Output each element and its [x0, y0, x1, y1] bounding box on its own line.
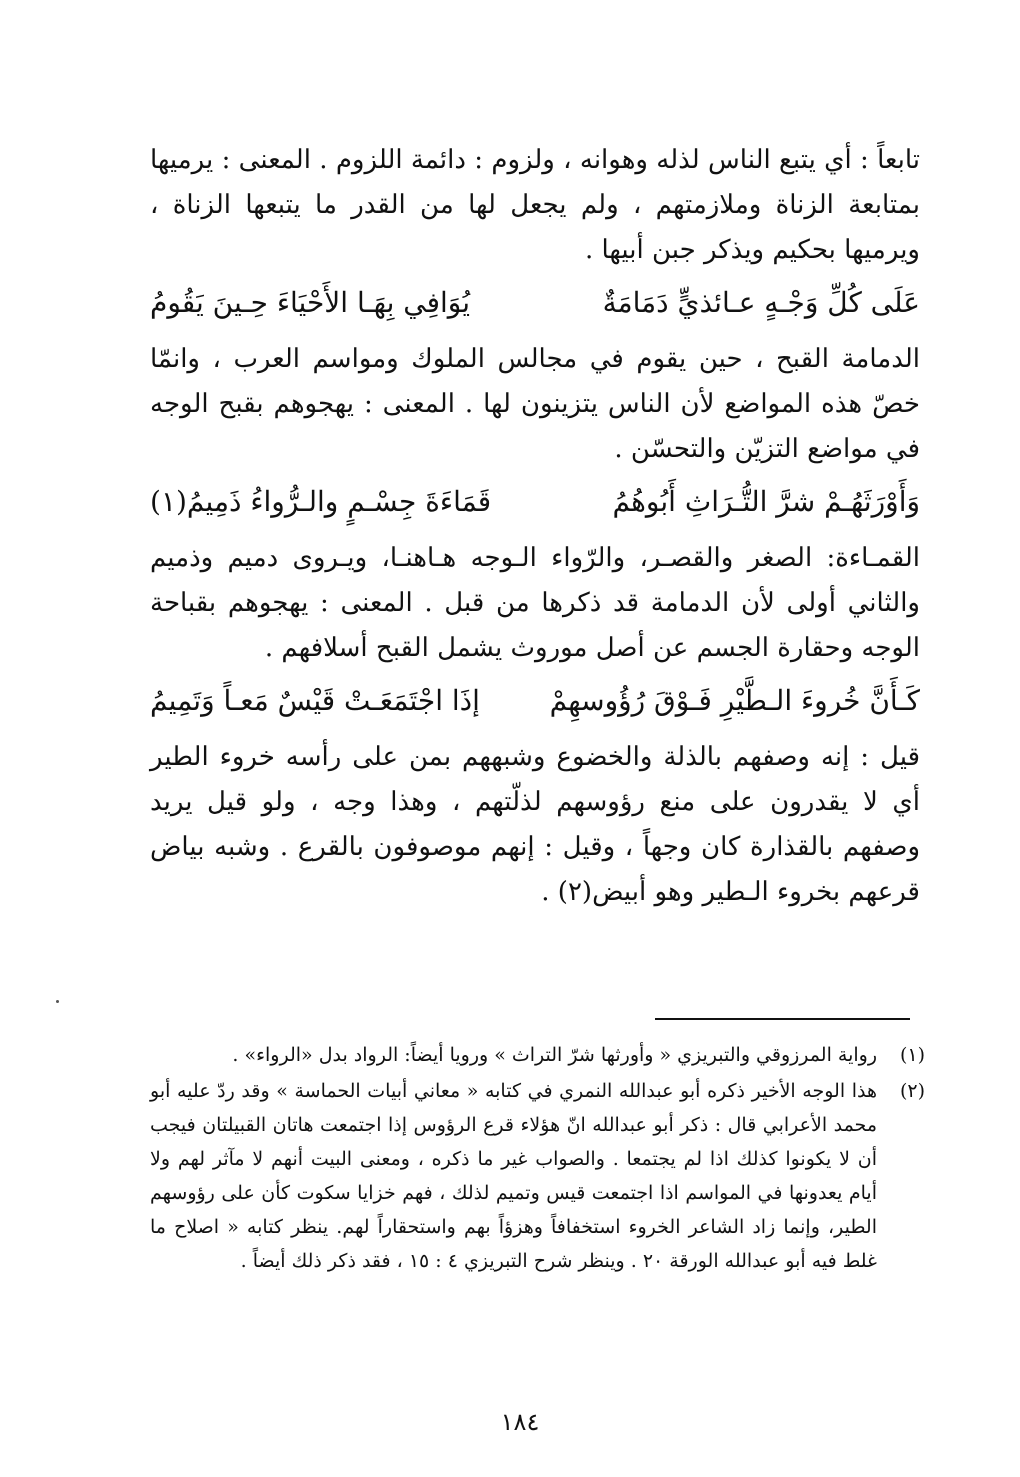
- footnote-2-text: هذا الوجه الأخير ذكره أبو عبدالله النمري في كتابه « معاني أبيات الحماسة » وقد ردّ عليه أبو محمد الأعرابي قال : ذكر أبو عبدالله انّ هؤلاء قرع الرؤوس إذا اجتمعت هاتان القبيلتان فيجب أن لا يكونوا كذلك اذا لم يجتمعا . والصواب غير ما ذكره ، ومعنى البيت أنهم لا مآثر لهم ولا أيام يعدونها في المواسم اذا اجتمعت قيس وتميم لذلك ، فهم خزايا سكوت كأن على رؤوسهم الطير، وإنما زاد الشاعر الخروء استخفافاً وهزؤاً بهم واستحقاراً لهم. ينظر كتابه « اصلاح ما غلط فيه أبو عبدالله الورقة ٢٠ . وينظر شرح التبريزي ٤ : ١٥ ، فقد ذكر ذلك أيضاً .: [150, 1080, 877, 1272]
- verse-1: [150, 283, 920, 323]
- footnotes: [150, 1038, 925, 1280]
- verse-2: [150, 482, 920, 522]
- verse-3-second-hemistich: إذَا اجْتَمَعَـتْ قَيْسٌ مَعـاً وَتَمِيمُ: [150, 684, 480, 717]
- commentary-paragraph-2: الدمامة القبح ، حين يقوم في مجالس الملوك ومواسم العرب ، وانمّا خصّ هذه المواضع لأن الناس يتزينون لها . المعنى : يهجوهم بقبح الوجه في مواضع التزيّن والتحسّن .: [150, 344, 920, 464]
- verse-3-first-hemistich: كَـأَنَّ خُروءَ الـطَّيْرِ فَـوْقَ رُؤُوسهِمْ: [549, 684, 920, 717]
- page-number: ١٨٤: [500, 1408, 540, 1436]
- footnote-1-number: (١): [899, 1044, 925, 1066]
- commentary-paragraph-1: تابعاً : أي يتبع الناس لذله وهوانه ، ولزوم : دائمة اللزوم . المعنى : يرميها بمتابعة الزناة وملازمتهم ، ولم يجعل لها من القدر ما يتبعها الزناة ، ويرميها بحكيم ويذكر جبن أبيها .: [150, 145, 920, 265]
- scan-speck: [56, 1000, 59, 1003]
- footnote-separator: [655, 1018, 910, 1020]
- verse-2-second-hemistich: قَمَاءَةَ جِسْـمٍ والـرُّواءُ ذَمِيمُ(١): [150, 485, 492, 518]
- verse-1-second-hemistich: يُوَافِي بِهَـا الأَحْيَاءَ حِـينَ يَقُومُ: [150, 286, 471, 319]
- footnote-2: [150, 1074, 925, 1278]
- commentary-paragraph-3: القمـاءة: الصغر والقصـر، والرّواء الـوجه هـاهنـا، ويـروى دميم وذميم والثاني أولى لأن الدمامة قد ذكرها من قبل . المعنى : يهجوهم بقباحة الوجه وحقارة الجسم عن أصل موروث يشمل القبح أسلافهم .: [150, 543, 920, 663]
- page-body: [150, 130, 920, 915]
- commentary-paragraph-4: قيل : إنه وصفهم بالذلة والخضوع وشبههم بمن على رأسه خروء الطير أي لا يقدرون على منع رؤوسهم لذلّتهم ، وهذا وجه ، ولو قيل يريد وصفهم بالقذارة كان وجهاً ، وقيل : إنهم موصوفون بالقرع . وشبه بياض قرعهم بخروء الـطير وهو أبيض(٢) .: [150, 742, 920, 907]
- verse-2-first-hemistich: وَأَوْرَثَهُـمْ شرَّ التُّـرَاثِ أَبُوهُمُ: [612, 485, 920, 518]
- footnote-2-number: (٢): [899, 1080, 925, 1102]
- footnote-1-text: رواية المرزوقي والتبريزي « وأورثها شرّ التراث » ورويا أيضاً: الرواد بدل «الرواء» .: [232, 1044, 877, 1066]
- verse-1-first-hemistich: عَلَى كُلِّ وَجْـهٍ عـائذيٍّ دَمَامَةٌ: [602, 286, 920, 319]
- verse-3: [150, 681, 920, 721]
- footnote-1: [150, 1038, 925, 1072]
